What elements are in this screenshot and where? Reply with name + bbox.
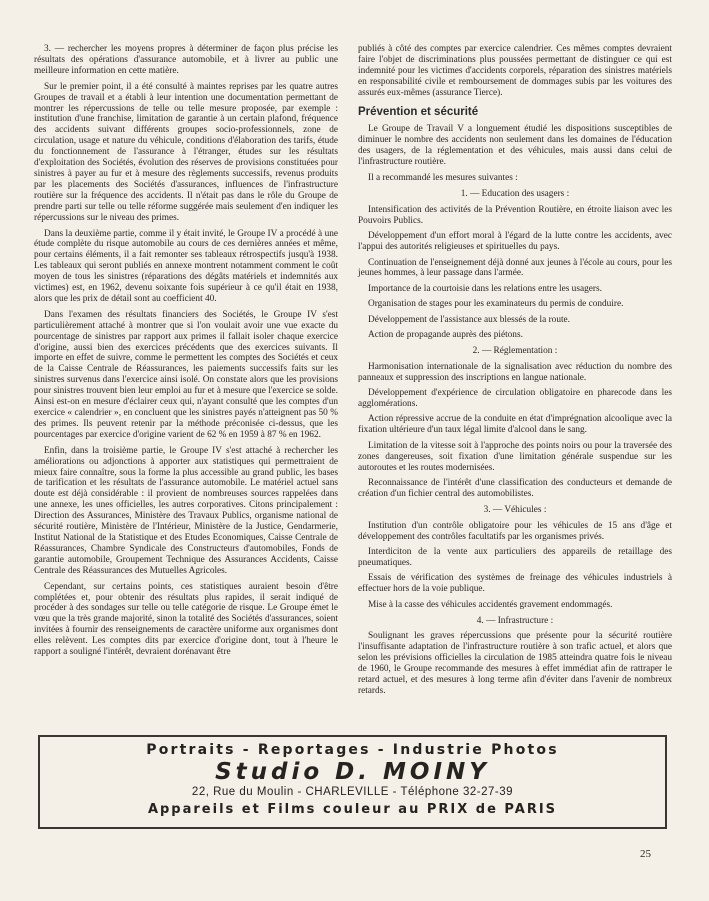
paragraph: Dans l'examen des résultats financiers des Sociétés, le Groupe IV s'est particulièrement attaché à montrer que si l'on voulait avoir une vue exacte du pourcentage de sinistres par rapport aux primes il fallait isoler chaque exercice d'origine, aussi bien des exercices précédents que des exercices suivants. Il importe en effet de suivre, comme le permettent les comptes des Sociétés et ceux de la Caisse Centrale de Réassurances, les paiements successifs faits sur les sinistres survenus dans l'exercice ainsi isolé. On constate alors que les provisions pour sinistres trouvent bien leur emploi au fur et à mesure que l'exercice se solde. Ainsi est-on en mesure d'éclairer ceux qui, n'ayant consulté que les comptes d'un exercice « calendrier », en concluent que les sinistres payés n'atteignent pas 50 % des primes. Ils peuvent retenir par la méthode préconisée ci-dessus, que les pourcentages par exercice d'origine varient de 62 % en 1959 à 87 % en 1962. xyxy=(34,309,338,440)
list-item: Harmonisation internationale de la signalisation avec réduction du nombre des panneaux et suppression des inscriptions en langue nationale. xyxy=(358,361,672,383)
list-item: Soulignant les graves répercussions que présente pour la sécurité routière l'insuffisante adaptation de l'infrastructure routière à son trafic actuel, et alors que selon les prévisions officielles la circulation de 1985 atteindra quatre fois le niveau de 1960, le Groupe recommande des mesures à effet immédiat afin de rattraper le retard actuel, et des mesures à long terme afin d'éviter dans l'avenir de nombreux retards. xyxy=(358,631,672,696)
list-item: Action répressive accrue de la conduite en état d'imprégnation alcoolique avec la fixation ultérieure d'un taux légal limite d'alcool dans le sang. xyxy=(358,414,672,436)
list-item: Développement d'un effort moral à l'égard de la lutte contre les accidents, avec l'appui des autorités religieuses et spirituelles du pays. xyxy=(358,231,672,253)
ad-address: 22, Rue du Moulin - CHARLEVILLE - Téléphone 32-27-39 xyxy=(191,786,514,798)
list-item: Développement de l'assistance aux blessés de la route. xyxy=(368,314,571,325)
paragraph: publiés à côté des comptes par exercice calendrier. Ces mêmes comptes devraient faire l'objet de discriminations plus poussées permettant de distinguer ce qui est indemnité pour les victimes d'accidents corporels, réparation des sinistres matériels en responsabilité civile et remboursement de dommages subis par les voitures des assurés eux-mêmes (assurance Tierce). xyxy=(358,44,672,98)
list-item: Développement d'expérience de circulation obligatoire en pharecode dans les agglomérations. xyxy=(358,388,672,410)
ad-tagline: Appareils et Films couleur au PRIX de PARIS xyxy=(147,802,558,817)
paragraph: 3. — rechercher les moyens propres à déterminer de façon plus précise les résultats des opérations d'assurance automobile, et à livrer au public une meilleure information en cette matière. xyxy=(34,44,338,76)
subheading-reglementation: 2. — Réglementation : xyxy=(472,345,558,356)
right-column xyxy=(358,44,672,701)
list-item: Limitation de la vitesse soit à l'approche des points noirs ou pour la traversée des zones dangereuses, soit fixation d'une limitation générale suspendue sur les autoroutes et les routes modernisées. xyxy=(358,440,672,473)
list-item: Importance de la courtoisie dans les relations entre les usagers. xyxy=(368,283,602,294)
list-item: Interdiciton de la vente aux particuliers des appareils de retaillage des pneumatiques. xyxy=(358,547,672,568)
list-item: Mise à la casse des véhicules accidentés gravement endommagés. xyxy=(368,599,613,610)
list-item: Institution d'un contrôle obligatoire pour les véhicules de 15 ans d'âge et développement des contrôles facultatifs par les organismes privés. xyxy=(358,520,672,542)
paragraph: Enfin, dans la troisième partie, le Groupe IV s'est attaché à rechercher les améliorations ou adjonctions à apporter aux statistiques qui permettraient de mieux faire connaître, sous la forme la plus accessible au grand public, les bases de tarification et les résultats de l'assurance automobile. Le matériel actuel sans doute est déjà considérable : il provient de nombreuses sources rappelées dans une annexe, les unes officielles, les autres corporatives. Citons principalement : Direction des Assurances, Ministère des Travaux Publics, organisme national de sécurité routière, Ministère de l'Intérieur, Ministère de la Justice, Gendarmerie, Institut National de la Statistique et des Etudes Economiques, Caisse Centrale de Réassurances, Chambre Syndicale des Constructeurs d'automobiles, Fonds de garantie automobile, Groupement Technique des Assurances Accidents, Caisse Centrale des Réassurances des Mutuelles Agricoles. xyxy=(34,445,338,576)
subheading-infrastructure: 4. — Infrastructure : xyxy=(476,615,554,626)
paragraph: Cependant, sur certains points, ces statistiques auraient besoin d'être complétées et, pour obtenir des résultats plus rapides, il serait indiqué de procéder à des sondages sur telle ou telle catégorie de risque. Le Groupe émet le vœu que la très grande majorité, sinon la totalité des Sociétés d'assurances, soient invitées à fournir des renseignements de caractère uniforme aux organismes dont elles relèvent. Les comptes dits par exercice d'origine dont, tout à l'heure le rapport a souligné l'intérêt, devraient dorénavant être xyxy=(34,581,338,658)
list-item: Intensification des activités de la Prévention Routière, en étroite liaison avec les Pouvoirs Publics. xyxy=(358,204,672,226)
section-heading: Prévention et sécurité xyxy=(358,105,479,118)
page-number: 25 xyxy=(640,848,651,860)
list-item: Continuation de l'enseignement déjà donné aux jeunes à l'école au cours, pour les jeunes hommes, à leur passage dans l'armée. xyxy=(358,257,672,279)
ad-services: Portraits - Reportages - Industrie Photos xyxy=(146,742,559,758)
paragraph: Dans la deuxième partie, comme il y était invité, le Groupe IV a procédé à une étude complète du risque automobile au cours de ces dernières années et même, pour certains éléments, il a fait remonter ses tableaux rétrospectifs jusqu'à 1938. Les tableaux qui seront publiés en annexe montrent notamment comment le coût moyen de tous les sinistres (réparations des dégâts matériels et indemnités aux victimes) est, en 1962, devenu soixante fois supérieur à ce qu'il était en 1938, alors que les prix de détail sont au coefficient 40. xyxy=(34,228,338,304)
list-item: Organisation de stages pour les examinateurs du permis de conduire. xyxy=(368,299,624,310)
studio-advertisement xyxy=(38,735,667,829)
list-item: Action de propagande auprès des piétons. xyxy=(368,330,523,341)
list-item: Reconnaissance de l'intérêt d'une classification des conducteurs et demande de création d'un fichier central des automobilistes. xyxy=(358,478,672,499)
left-column xyxy=(34,44,338,663)
paragraph: Le Groupe de Travail V a longuement étudié les dispositions susceptibles de diminuer le nombre des accidents non seulement dans les domaines de l'éducation des usagers, de la réglementation et des véhicules, mais aussi dans celui de l'infrastructure routière. xyxy=(358,124,672,168)
ad-studio-name: Studio D. MOINY xyxy=(215,759,490,785)
subheading-education: 1. — Education des usagers : xyxy=(460,188,570,199)
list-item: Essais de vérification des systèmes de freinage des véhicules industriels à effectuer hors de la voie publique. xyxy=(358,573,672,595)
paragraph: Sur le premier point, il a été consulté à maintes reprises par les quatre autres Groupes de travail et a établi à leur intention une documentation permettant de montrer les répercussions de telle ou telle mesure proposée, par exemple : institution d'une franchise, limitation de garantie à un certain plafond, fréquence des accidents suivant différents groupes socio-professionnels, zone de circulation, usage et nature du véhicule, conditions d'élaboration des tarifs, étude du fonctionnement de l'assurance à l'étranger, études sur les résultats d'exploitation des Sociétés, évolution des réserves de provisions constituées pour sinistres à payer au fur et à mesure des règlements successifs, revenus produits par les placements des Sociétés d'assurances, influences de l'infrastructure routière sur la fréquence des accidents. Il n'était pas dans le rôle du Groupe de prendre parti sur telle ou telle réforme suggérée mais seulement d'en indiquer les répercussions sur le niveau des primes. xyxy=(34,81,338,223)
subheading-vehicules: 3. — Véhicules : xyxy=(483,504,547,515)
paragraph: Il a recommandé les mesures suivantes : xyxy=(368,173,518,184)
